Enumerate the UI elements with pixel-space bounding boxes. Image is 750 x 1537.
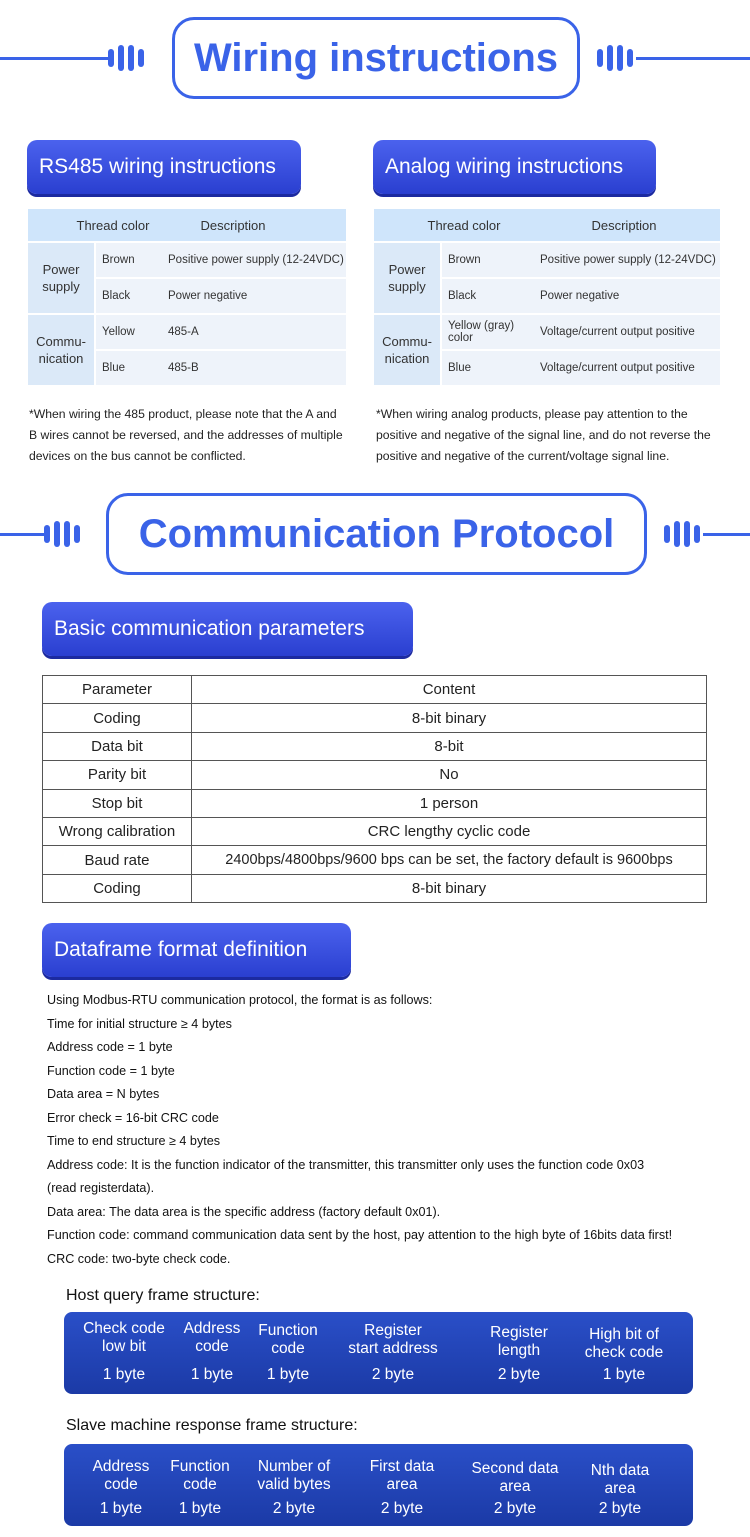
- banner-ticks-left-icon: [108, 45, 144, 71]
- table-row: [43, 704, 707, 732]
- frame-cell-label: Register start address: [348, 1322, 438, 1357]
- frame-cell-value: 2 byte: [272, 1500, 316, 1517]
- text-line: Function code = 1 byte: [47, 1063, 175, 1078]
- rs485-tab-label: RS485 wiring instructions: [39, 155, 276, 178]
- frame-cell-value: 2 byte: [598, 1500, 642, 1517]
- frame-cell-value: 1 byte: [178, 1500, 222, 1517]
- banner-line-right: [636, 57, 750, 60]
- thread-color: Yellow (gray) color: [448, 320, 515, 344]
- host-frame: [64, 1312, 693, 1394]
- basic-params-tab-label: Basic communication parameters: [54, 617, 365, 640]
- thread-color: Brown: [448, 254, 481, 266]
- table-row: [442, 351, 720, 385]
- frame-cell-label: Number of valid bytes: [257, 1458, 331, 1493]
- host-cell-function: [252, 1322, 324, 1392]
- param-content: 2400bps/4800bps/9600 bps can be set, the factory default is 9600bps: [192, 846, 707, 874]
- analog-group-power-name: Power supply: [374, 243, 440, 313]
- thread-color: Black: [102, 290, 131, 302]
- header-content: Content: [192, 676, 707, 704]
- host-cell-address: [176, 1320, 248, 1390]
- text-line: Data area = N bytes: [47, 1087, 160, 1101]
- host-cell-register-length: [474, 1324, 564, 1394]
- table-row: [43, 761, 707, 789]
- text-line: Time to end structure ≥ 4 bytes: [47, 1134, 221, 1148]
- thread-desc: Voltage/current output positive: [540, 362, 695, 374]
- param-name: Data bit: [43, 732, 192, 760]
- thread-color: Yellow: [102, 326, 135, 338]
- param-content: 8-bit: [192, 732, 707, 760]
- thread-color: Blue: [102, 362, 126, 374]
- slave-cell-function: [164, 1458, 236, 1528]
- rs485-table-header: [28, 209, 346, 241]
- wiring-banner: [0, 17, 750, 99]
- analog-tab: [373, 140, 656, 194]
- analog-group-comm: [374, 315, 720, 385]
- banner-ticks-left-icon: [44, 521, 80, 547]
- frame-cell-label: Register length: [490, 1324, 548, 1359]
- text-line: Address code: It is the function indicator of the transmitter, this transmitter only uses the function code 0x03: [47, 1157, 645, 1172]
- thread-desc: Voltage/current output positive: [540, 326, 695, 338]
- dataframe-tab-label: Dataframe format definition: [54, 938, 308, 961]
- table-row: [43, 817, 707, 845]
- table-row: [442, 315, 720, 349]
- text-line: Data area: The data area is the specific address (factory default 0x01).: [47, 1204, 441, 1219]
- rs485-group-power: [28, 243, 346, 313]
- analog-table: [374, 209, 720, 385]
- banner-ticks-right-icon: [597, 45, 633, 71]
- text-line: Time for initial structure ≥ 4 bytes: [47, 1016, 232, 1031]
- param-name: Wrong calibration: [43, 817, 192, 845]
- table-row: [96, 243, 346, 277]
- table-row: [43, 846, 707, 874]
- param-content: No: [192, 761, 707, 789]
- slave-frame-title: Slave machine response frame structure:: [66, 1417, 358, 1434]
- frame-cell-value: 2 byte: [493, 1500, 537, 1517]
- frame-cell-label: Nth data area: [590, 1462, 650, 1497]
- frame-cell-label: Function code: [258, 1322, 318, 1357]
- thread-desc: Power negative: [168, 290, 248, 302]
- thread-desc: 485-B: [168, 362, 199, 374]
- slave-frame: [64, 1444, 693, 1526]
- thread-color: Black: [448, 290, 477, 302]
- analog-tab-label: Analog wiring instructions: [385, 155, 624, 178]
- rs485-header-color: Thread color: [76, 217, 150, 233]
- host-frame-title: Host query frame structure:: [66, 1287, 260, 1304]
- frame-cell-value: 2 byte: [371, 1366, 415, 1383]
- analog-header-desc: Description: [591, 217, 657, 233]
- slave-cell-first-data: [358, 1458, 446, 1528]
- table-row: [96, 279, 346, 313]
- table-row: [96, 351, 346, 385]
- text-line: CRC code: two-byte check code.: [47, 1251, 231, 1266]
- param-name: Baud rate: [43, 846, 192, 874]
- dataframe-tab: [42, 923, 351, 977]
- table-row: [43, 874, 707, 902]
- param-name: Coding: [43, 704, 192, 732]
- param-name: Coding: [43, 874, 192, 902]
- host-cell-check-high: [574, 1326, 674, 1396]
- table-row: [43, 732, 707, 760]
- thread-desc: Power negative: [540, 290, 620, 302]
- slave-cell-nth-data: [580, 1462, 660, 1532]
- frame-cell-value: 1 byte: [602, 1366, 646, 1383]
- rs485-header-desc: Description: [200, 217, 266, 233]
- table-row: [442, 279, 720, 313]
- wiring-title: [172, 17, 580, 99]
- banner-line-right: [703, 533, 750, 536]
- slave-cell-valid-bytes: [250, 1458, 338, 1528]
- text-line: Using Modbus-RTU communication protocol, the format is as follows:: [47, 993, 433, 1007]
- rs485-tab: [27, 140, 301, 194]
- analog-group-comm-name: Commu- nication: [374, 315, 440, 385]
- text-line: Address code = 1 byte: [47, 1040, 173, 1054]
- frame-cell-value: 1 byte: [102, 1366, 146, 1383]
- text-line: Function code: command communication data sent by the host, pay attention to the high byte of 16bits data first!: [47, 1228, 673, 1242]
- param-name: Stop bit: [43, 789, 192, 817]
- rs485-group-power-name: Power supply: [28, 243, 94, 313]
- thread-desc: 485-A: [168, 326, 199, 338]
- rs485-group-comm-name: Commu- nication: [28, 315, 94, 385]
- thread-color: Blue: [448, 362, 472, 374]
- host-cell-register-start: [336, 1322, 450, 1392]
- slave-cell-address: [86, 1458, 156, 1528]
- analog-table-header: [374, 209, 720, 241]
- param-content: 8-bit binary: [192, 704, 707, 732]
- frame-cell-label: Address code: [92, 1458, 150, 1493]
- wiring-title-text: Wiring instructions: [193, 35, 559, 80]
- frame-cell-label: Check code low bit: [83, 1320, 165, 1355]
- param-content: 1 person: [192, 789, 707, 817]
- thread-color: Brown: [102, 254, 135, 266]
- protocol-banner: [0, 493, 750, 575]
- frame-cell-value: 1 byte: [99, 1500, 143, 1517]
- table-row: [442, 243, 720, 277]
- rs485-note: *When wiring the 485 product, please note that the A and B wires cannot be reversed, and the addresses of multiple devices on the bus cannot be conflicted.: [29, 407, 343, 463]
- banner-line-left: [0, 57, 110, 60]
- text-line: (read registerdata).: [47, 1181, 155, 1195]
- frame-cell-value: 2 byte: [497, 1366, 541, 1383]
- basic-params-tab: [42, 602, 413, 656]
- rs485-table: [28, 209, 346, 385]
- protocol-title: [106, 493, 647, 575]
- header-param: Parameter: [43, 676, 192, 704]
- frame-cell-value: 2 byte: [380, 1500, 424, 1517]
- table-row: [96, 315, 346, 349]
- param-name: Parity bit: [43, 761, 192, 789]
- dataframe-text: [47, 989, 672, 1271]
- frame-cell-label: Second data area: [471, 1460, 559, 1495]
- thread-desc: Positive power supply (12-24VDC): [168, 254, 344, 266]
- analog-header-color: Thread color: [427, 217, 501, 233]
- frame-cell-label: Function code: [170, 1458, 230, 1493]
- slave-cell-second-data: [462, 1460, 568, 1530]
- param-content: CRC lengthy cyclic code: [192, 817, 707, 845]
- table-row: [43, 789, 707, 817]
- host-cell-check-low: [78, 1320, 170, 1390]
- banner-ticks-right-icon: [664, 521, 700, 547]
- analog-group-power: [374, 243, 720, 313]
- rs485-group-comm: [28, 315, 346, 385]
- frame-cell-value: 1 byte: [266, 1366, 310, 1383]
- frame-cell-label: First data area: [369, 1458, 435, 1493]
- thread-desc: Positive power supply (12-24VDC): [540, 254, 716, 266]
- analog-note: *When wiring analog products, please pay attention to the positive and negative of the signal line, and do not reverse the positive and negative of the current/voltage signal line.: [376, 407, 711, 463]
- banner-line-left: [0, 533, 46, 536]
- param-content: 8-bit binary: [192, 874, 707, 902]
- protocol-title-text: Communication Protocol: [138, 511, 615, 556]
- frame-cell-value: 1 byte: [190, 1366, 234, 1383]
- text-line: Error check = 16-bit CRC code: [47, 1110, 219, 1125]
- frame-cell-label: Address code: [183, 1320, 241, 1355]
- params-table: [42, 675, 707, 903]
- table-header-row: [43, 676, 707, 704]
- frame-cell-label: High bit of check code: [584, 1326, 664, 1361]
